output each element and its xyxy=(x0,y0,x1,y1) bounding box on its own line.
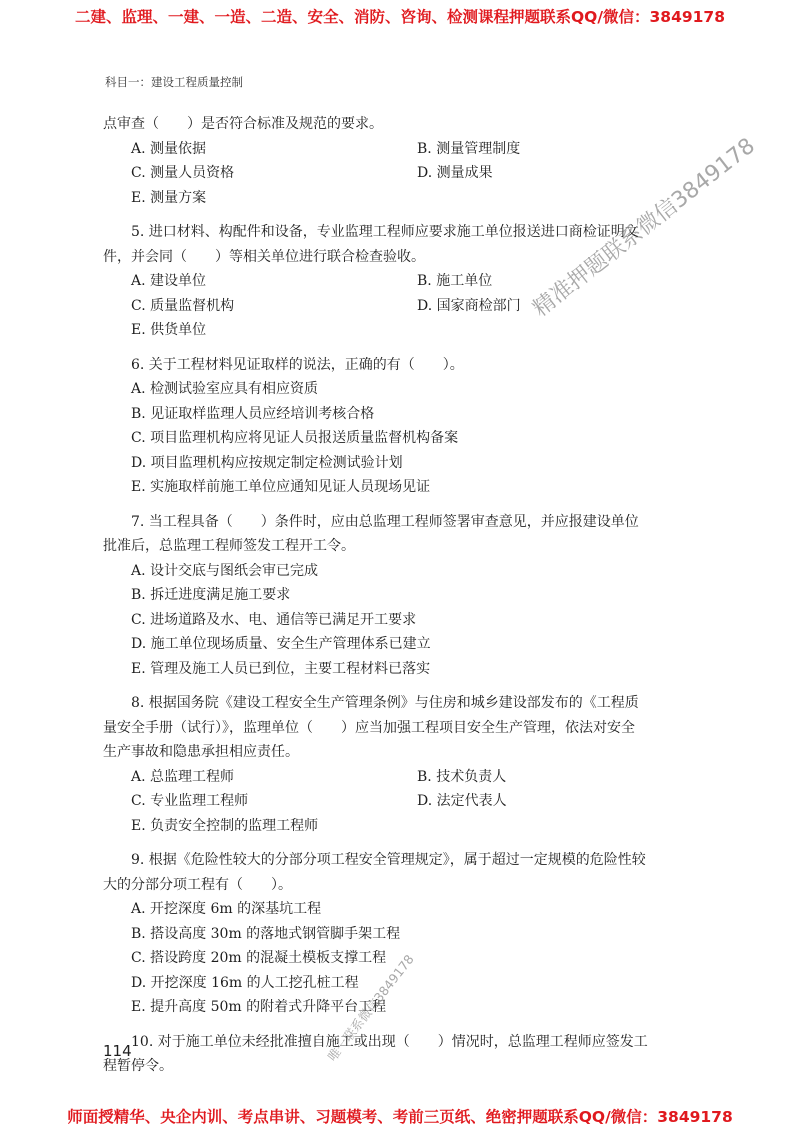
question-gap xyxy=(103,210,715,220)
question-stem: 10. 对于施工单位未经批准擅自施工或出现（ ）情况时，总监理工程师应签发工 xyxy=(131,1033,648,1050)
question-block xyxy=(103,691,715,838)
option-row xyxy=(103,451,715,476)
question-stem-continued: 件，并会同（ ）等相关单位进行联合检查验收。 xyxy=(103,248,425,265)
answer-option: B. 见证取样监理人员应经培训考核合格 xyxy=(131,405,375,422)
answer-option: C. 项目监理机构应将见证人员报送质量监督机构备案 xyxy=(131,430,459,446)
option-row xyxy=(103,583,715,608)
option-row xyxy=(103,971,715,996)
answer-option: C. 进场道路及水、电、通信等已满足开工要求 xyxy=(131,611,417,628)
option-row xyxy=(103,161,715,186)
question-block xyxy=(103,510,715,682)
question-stem-continued: 量安全手册（试行）》，监理单位（ ）应当加强工程项目安全生产管理，依法对安全 xyxy=(103,719,635,736)
question-stem-continued: 点审查（ ）是否符合标准及规范的要求。 xyxy=(103,116,383,132)
answer-option: E. 供货单位 xyxy=(131,322,207,338)
option-row xyxy=(103,269,715,294)
answer-option: B. 技术负责人 xyxy=(417,768,507,785)
answer-option: C. 搭设跨度 20m 的混凝土模板支撑工程 xyxy=(131,950,387,966)
answer-option: D. 法定代表人 xyxy=(417,793,507,809)
question-gap xyxy=(103,1020,715,1030)
option-row xyxy=(103,995,715,1020)
answer-option: C. 质量监督机构 xyxy=(131,297,235,314)
option-row xyxy=(103,632,715,657)
option-row xyxy=(103,294,715,319)
question-block xyxy=(103,112,715,210)
option-row xyxy=(103,137,715,162)
diagonal-watermark: 精准押题联系微信3849178 xyxy=(528,133,760,322)
page-number: 114 xyxy=(103,1042,132,1060)
answer-option: A. 开挖深度 6m 的深基坑工程 xyxy=(131,901,322,917)
answer-option: A. 总监理工程师 xyxy=(131,768,235,785)
question-block xyxy=(103,848,715,1020)
answer-option: B. 搭设高度 30m 的落地式钢管脚手架工程 xyxy=(131,925,401,942)
option-row xyxy=(103,608,715,633)
option-row xyxy=(103,186,715,211)
answer-option: A. 设计交底与图纸会审已完成 xyxy=(131,562,319,579)
question-stem-continued: 生产事故和隐患承担相应责任。 xyxy=(103,744,299,760)
answer-option: A. 建设单位 xyxy=(131,273,207,289)
option-row xyxy=(103,657,715,682)
answer-option: E. 实施取样前施工单位应通知见证人员现场见证 xyxy=(131,479,431,495)
question-stem: 6. 关于工程材料见证取样的说法，正确的有（ ）。 xyxy=(131,356,464,373)
answer-option: C. 专业监理工程师 xyxy=(131,793,249,809)
option-row xyxy=(103,377,715,402)
option-row xyxy=(103,475,715,500)
question-gap xyxy=(103,838,715,848)
bottom-ad-banner: 师面授精华、央企内训、考点串讲、习题模考、考前三页纸、绝密押题联系QQ/微信：3849178 xyxy=(67,1108,733,1126)
footer-watermark: 唯一联系微信3849178 xyxy=(324,951,417,1064)
answer-option: D. 施工单位现场质量、安全生产管理体系已建立 xyxy=(131,636,431,652)
answer-option: C. 测量人员资格 xyxy=(131,165,235,181)
answer-option: E. 负责安全控制的监理工程师 xyxy=(131,817,319,834)
option-row xyxy=(103,318,715,343)
option-row xyxy=(103,559,715,584)
question-stem: 5. 进口材料、构配件和设备，专业监理工程师应要求施工单位报送进口商检证明文 xyxy=(131,224,639,240)
question-stem-continued: 批准后，总监理工程师签发工程开工令。 xyxy=(103,538,355,554)
question-stem: 7. 当工程具备（ ）条件时，应由总监理工程师签署审查意见，并应报建设单位 xyxy=(131,513,639,530)
option-row xyxy=(103,765,715,790)
option-row xyxy=(103,402,715,427)
question-gap xyxy=(103,343,715,353)
answer-option: E. 提升高度 50m 的附着式升降平台工程 xyxy=(131,999,387,1015)
option-row xyxy=(103,922,715,947)
question-stem: 8. 根据国务院《建设工程安全生产管理条例》与住房和城乡建设部发布的《工程质 xyxy=(131,695,639,711)
answer-option: B. 拆迁进度满足施工要求 xyxy=(131,587,291,603)
answer-option: A. 测量依据 xyxy=(131,140,207,157)
question-stem: 9. 根据《危险性较大的分部分项工程安全管理规定》，属于超过一定规模的危险性较 xyxy=(131,852,646,868)
question-gap xyxy=(103,500,715,510)
running-head: 科目一：建设工程质量控制 xyxy=(105,75,243,89)
option-row xyxy=(103,897,715,922)
option-row xyxy=(103,814,715,839)
option-row xyxy=(103,426,715,451)
answer-option: D. 测量成果 xyxy=(417,165,493,181)
question-block xyxy=(103,1030,715,1079)
question-stem-continued: 程暂停令。 xyxy=(103,1058,173,1074)
answer-option: B. 施工单位 xyxy=(417,273,493,289)
question-block xyxy=(103,353,715,500)
question-stem-continued: 大的分部分项工程有（ ）。 xyxy=(103,876,292,893)
answer-option: B. 测量管理制度 xyxy=(417,140,521,157)
question-gap xyxy=(103,681,715,691)
answer-option: A. 检测试验室应具有相应资质 xyxy=(131,381,319,397)
answer-option: D. 项目监理机构应按规定制定检测试验计划 xyxy=(131,454,403,471)
option-row xyxy=(103,789,715,814)
answer-option: D. 开挖深度 16m 的人工挖孔桩工程 xyxy=(131,974,359,991)
top-ad-banner: 二建、监理、一建、一造、二造、安全、消防、咨询、检测课程押题联系QQ/微信：3849178 xyxy=(74,8,725,26)
answer-option: D. 国家商检部门 xyxy=(417,297,521,314)
answer-option: E. 管理及施工人员已到位，主要工程材料已落实 xyxy=(131,660,431,677)
answer-option: E. 测量方案 xyxy=(131,189,207,206)
